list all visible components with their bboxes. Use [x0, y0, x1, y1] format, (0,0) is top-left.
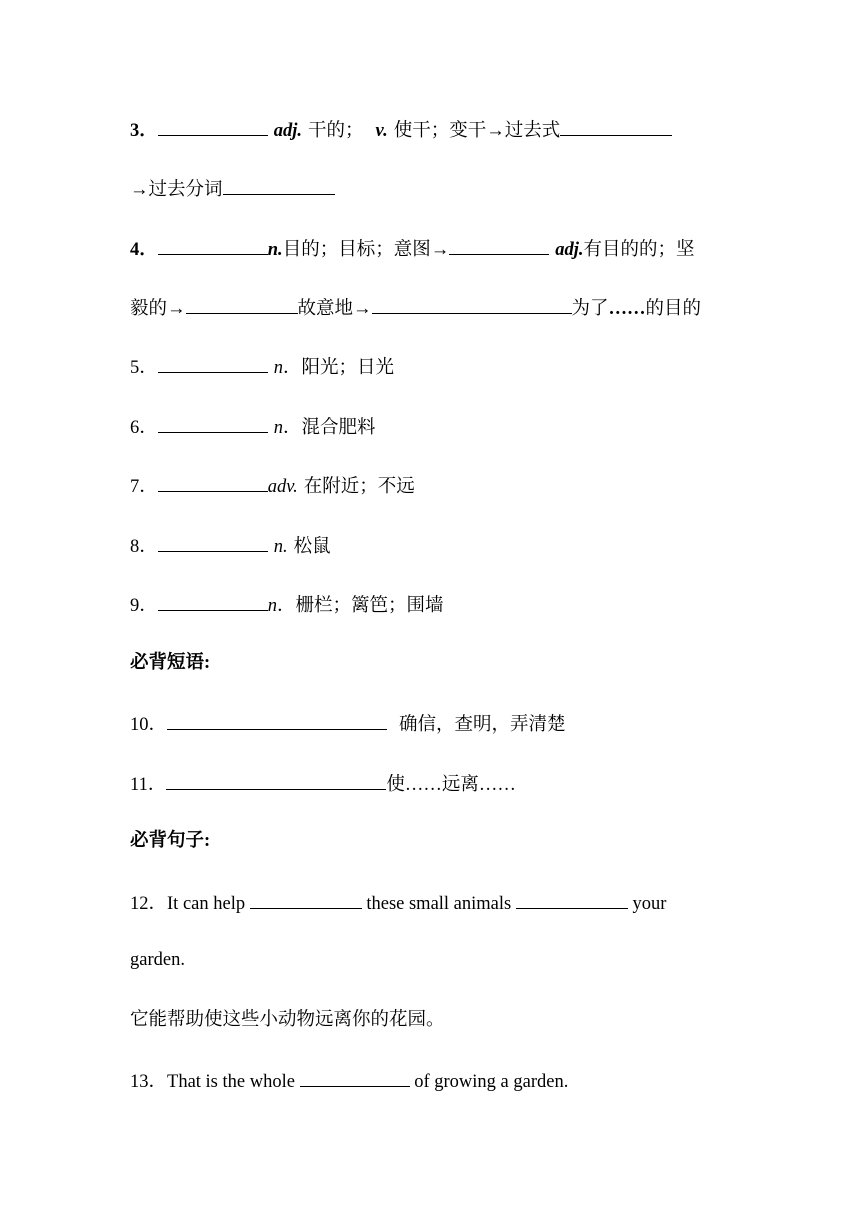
item-number: 13．	[130, 1072, 168, 1092]
phrase-11	[130, 770, 516, 794]
item-number: 3．	[130, 121, 158, 141]
answer-blank[interactable]	[158, 532, 268, 552]
sentence-text: of growing a garden.	[414, 1072, 569, 1092]
definition: 的目的	[645, 299, 702, 319]
sentence-text: garden.	[130, 950, 185, 970]
definition: →过去分词	[130, 180, 223, 200]
definition: 有目的的；坚	[583, 240, 695, 260]
item-number: 8．	[130, 537, 158, 557]
part-of-speech: adv.	[267, 477, 298, 497]
item-number: 5．	[130, 358, 158, 378]
answer-blank[interactable]	[158, 472, 268, 492]
definition: 为了	[571, 299, 609, 319]
part-of-speech: n	[273, 418, 284, 438]
definition: 故意地→	[297, 299, 372, 319]
answer-blank[interactable]	[560, 116, 672, 136]
definition: 干的；	[308, 121, 364, 141]
item-number: 10．	[130, 715, 168, 735]
part-of-speech: n.	[267, 240, 283, 260]
answer-blank[interactable]	[516, 889, 628, 909]
definition: 使……远离……	[386, 775, 516, 795]
part-of-speech: n.	[273, 537, 288, 557]
sentence-text: your	[632, 894, 667, 914]
definition: 使干；变干→过去式	[393, 121, 561, 141]
answer-blank[interactable]	[158, 235, 268, 255]
definition: 毅的→	[130, 299, 186, 319]
answer-blank[interactable]	[223, 175, 335, 195]
sentence-12-translation	[130, 1008, 445, 1032]
section-heading-sentences: 必背句子:	[130, 831, 211, 851]
part-of-speech: v.	[375, 121, 388, 141]
definition: 松鼠	[293, 537, 331, 557]
item-4	[130, 235, 694, 259]
item-8	[130, 532, 331, 556]
item-number: 4．	[130, 240, 158, 260]
definition: 目的；目标；意图→	[282, 240, 450, 260]
item-4-continued	[130, 294, 701, 318]
item-number: 7．	[130, 477, 158, 497]
answer-blank[interactable]	[166, 770, 386, 790]
definition: ．阳光；日光	[283, 358, 395, 378]
answer-blank[interactable]	[186, 294, 298, 314]
item-number: 6．	[130, 418, 158, 438]
definition: 确信，查明，弄清楚	[399, 715, 566, 735]
item-number: 11．	[130, 775, 167, 795]
sentence-text: these small animals	[366, 894, 512, 914]
answer-blank[interactable]	[167, 710, 387, 730]
item-3-continued	[130, 175, 335, 199]
definition: ．栅栏；篱笆；围墙	[277, 596, 444, 616]
answer-blank[interactable]	[158, 353, 268, 373]
answer-blank[interactable]	[372, 294, 572, 314]
sentence-text: That is the whole	[167, 1072, 295, 1092]
item-9	[130, 591, 444, 615]
sentence-13	[130, 1067, 568, 1091]
item-7	[130, 472, 415, 496]
item-3	[130, 116, 672, 140]
phrase-10	[130, 710, 566, 734]
translation-text: 它能帮助使这些小动物远离你的花园。	[130, 1010, 445, 1030]
item-number: 9．	[130, 596, 158, 616]
answer-blank[interactable]	[300, 1067, 410, 1087]
sentence-12	[130, 889, 666, 913]
item-6	[130, 413, 376, 437]
part-of-speech: adj.	[555, 240, 584, 260]
answer-blank[interactable]	[158, 413, 268, 433]
answer-blank[interactable]	[250, 889, 362, 909]
part-of-speech: adj.	[273, 121, 303, 141]
answer-blank[interactable]	[449, 235, 549, 255]
sentence-text: It can help	[167, 894, 246, 914]
item-number: 12．	[130, 894, 168, 914]
item-5	[130, 353, 394, 377]
part-of-speech: n	[267, 596, 278, 616]
answer-blank[interactable]	[158, 591, 268, 611]
sentence-12-continued	[130, 948, 185, 972]
definition: ．混合肥料	[283, 418, 376, 438]
ellipsis: ……	[608, 299, 646, 319]
answer-blank[interactable]	[158, 116, 268, 136]
definition: 在附近；不远	[303, 477, 415, 497]
part-of-speech: n	[273, 358, 284, 378]
section-heading-phrases: 必背短语:	[130, 653, 211, 673]
